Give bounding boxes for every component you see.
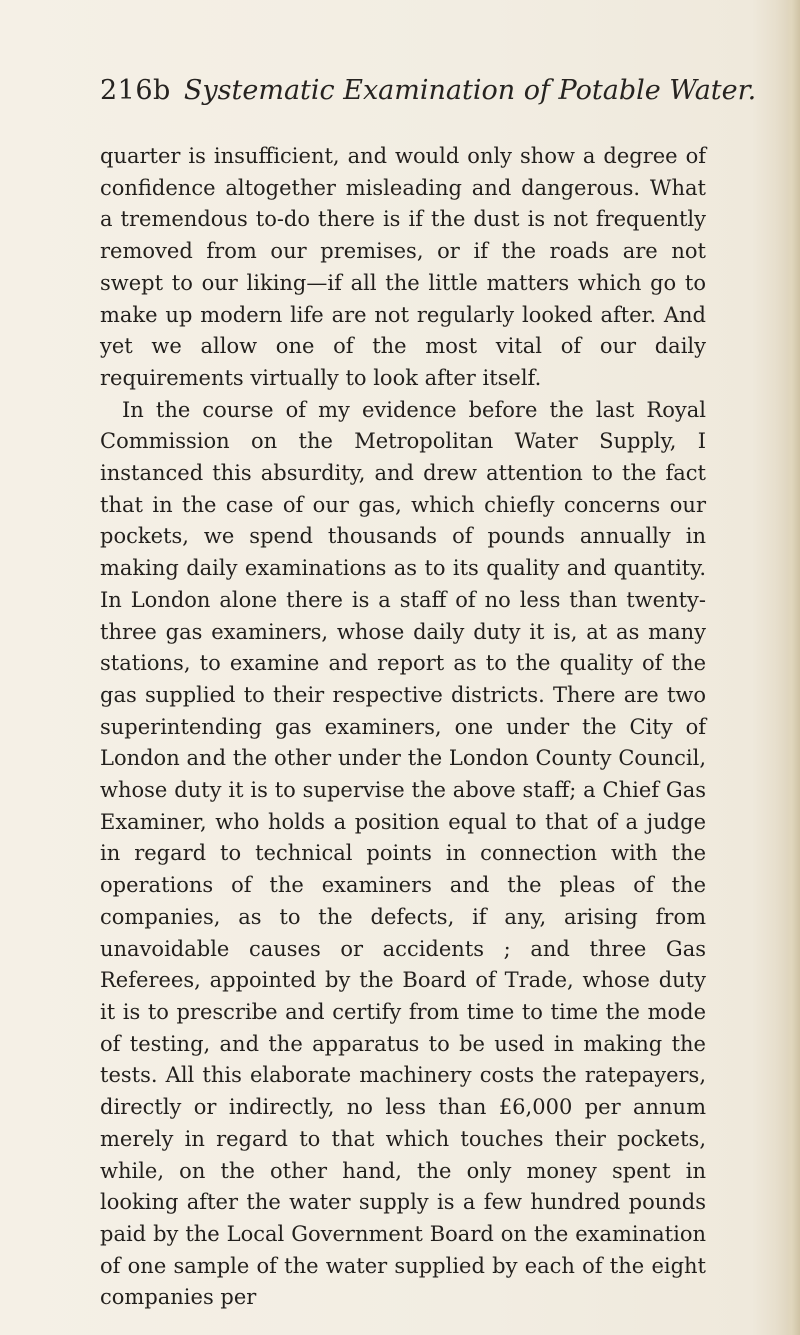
body-text: [100, 141, 706, 1314]
page-number: 216b: [100, 75, 171, 106]
paragraph-2: In the course of my evidence before the last Royal Commission on the Metropolitan Water Supply, I instanced this absurdity, and drew attention to the fact that in the case of our gas, which chiefly concerns our pockets, we spend thousands of pounds annually in making daily examinations as to its quality and quantity. In London alone there is a staff of no less than twenty-three gas examiners, whose daily duty it is, at as many stations, to examine and report as to the quality of the gas supplied to their respective districts. There are two superintending gas examiners, one under the City of London and the other under the London County Council, whose duty it is to supervise the above staff; a Chief Gas Examiner, who holds a position equal to that of a judge in regard to technical points in connection with the operations of the examiners and the pleas of the companies, as to the defects, if any, arising from unavoidable causes or accidents ; and three Gas Referees, appointed by the Board of Trade, whose duty it is to prescribe and certify from time to time the mode of testing, and the apparatus to be used in making the tests. All this elaborate machinery costs the ratepayers, directly or indirectly, no less than £6,000 per annum merely in regard to that which touches their pockets, while, on the other hand, the only money spent in looking after the water supply is a few hundred pounds paid by the Local Government Board on the examination of one sample of the water supplied by each of the eight companies per: [100, 397, 706, 1310]
page-edge: [786, 0, 800, 1335]
running-head: [100, 75, 757, 115]
paragraph-1: quarter is insufficient, and would only show a degree of confidence altogether misleading and dangerous. What a tremendous to-do there is if the dust is not frequently removed from our premises, or if the roads are not swept to our liking—if all the little matters which go to make up modern life are not regularly looked after. And yet we allow one of the most vital of our daily requirements virtually to look after itself.: [100, 144, 706, 390]
running-title: Systematic Examination of Potable Water.: [183, 75, 757, 106]
